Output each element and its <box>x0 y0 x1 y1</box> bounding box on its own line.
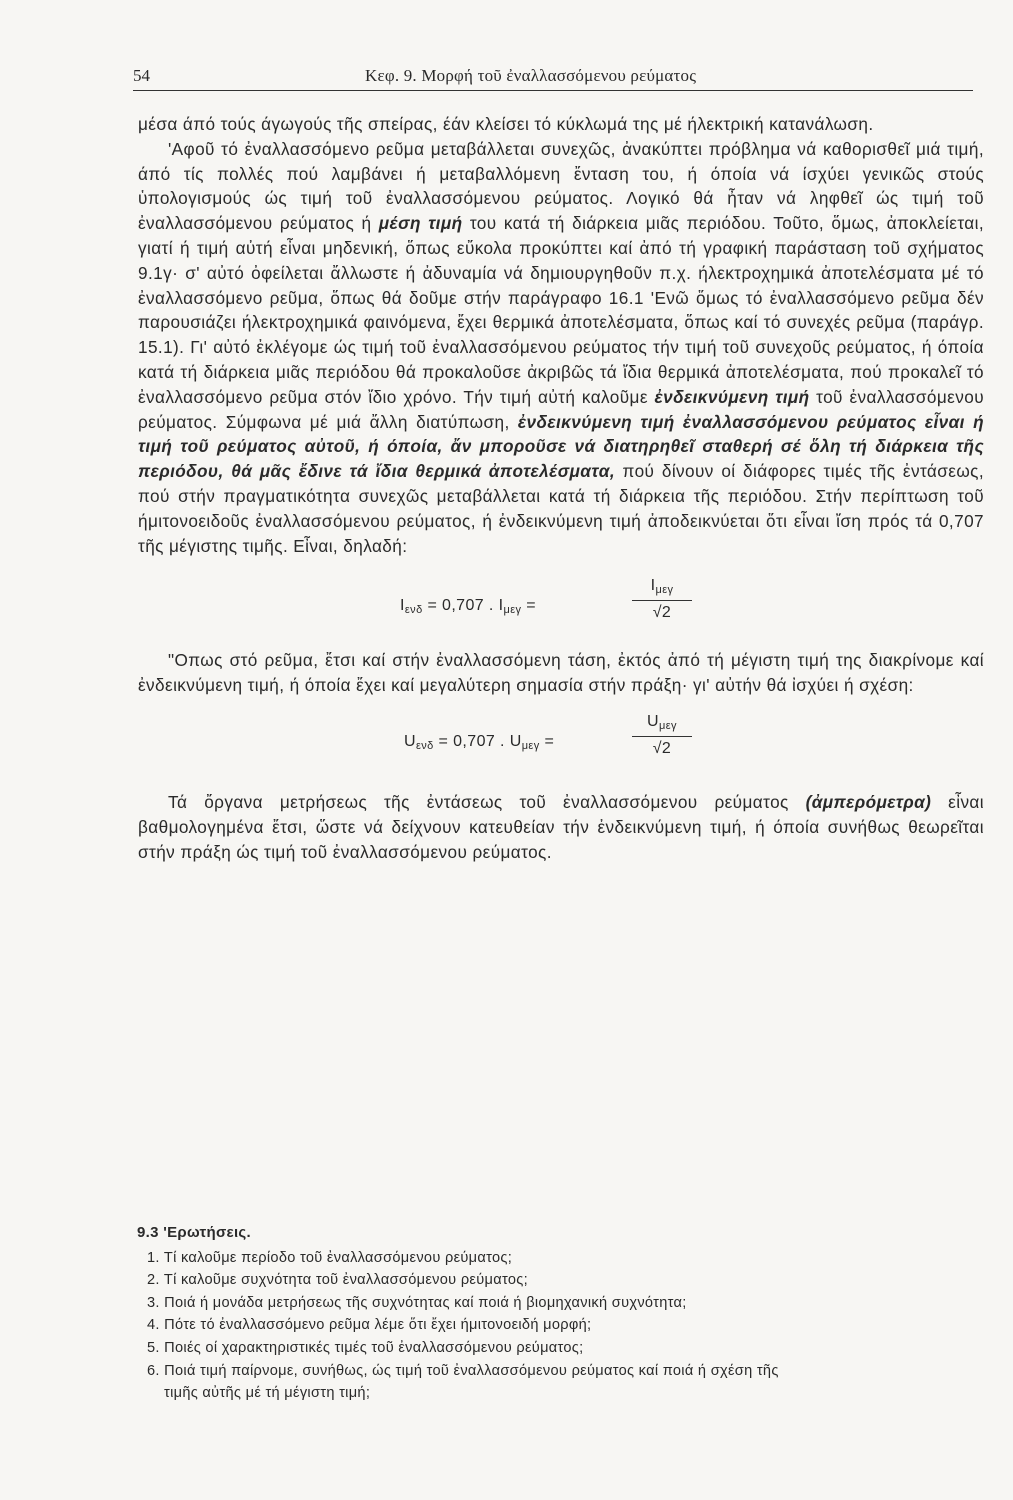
question-number: 3. <box>147 1294 160 1311</box>
question-item <box>137 1269 987 1292</box>
paragraph-3: "Οπως στό ρεῦμα, ἔτσι καί στήν ἐναλλασσόμενη τάση, ἐκτός ἀπό τή μέγιστη τιμή της διακρίνομε καί ἐνδεικνύμενη τιμή, ή όποία ἔχει καί μεγαλύτερη σημασία στήν πράξη· γι' αὐτήν θά ἰσχύει ή σχέση: <box>138 650 984 696</box>
formula-current-expression <box>400 594 536 623</box>
questions-section <box>137 1222 987 1405</box>
question-item <box>137 1314 987 1337</box>
subscript-end: ενδ <box>415 739 434 752</box>
paragraph-4-text: εἶναι βαθμολογημένα ἔτσι, ὥστε νά δείχνουν κατευθείαν τήν ἐνδεικνύμενη τιμή, ή όποία συνήθως θεωρεῖται στήν πράξη ώς τιμή τοῦ ἐναλλασσόμενου ρεύματος. <box>138 791 984 862</box>
paragraph-2-text: του κατά τή διάρκεια μιᾶς περιόδου. Τοῦτο, ὅμως, ἀποκλείεται, γιατί ή τιμή αὐτή εἶναι μηδενική, ὅπως εὔκολα προκύπτει καί ἀπό τή γραφική παράσταση τοῦ σχήματος 9.1γ· σ' αὐτό ὀφείλεται ἄλλωστε ή ἀδυναμία νά δημιουργηθοῦν π.χ. ήλεκτροχημικά ἀποτελέσματα μέ τό ἐναλλασσόμενο ρεῦμα, ὅπως θά δοῦμε στήν παράγραφο 16.1 'Ενῶ ὅμως τό ἐναλλασσόμενο ρεῦμα δέν παρουσιάζει ήλεκτροχημικά φαινόμενα, ἔχει θερμικά ἀποτελέσματα, ὅπως καί τό συνεχές ρεῦμα (παράγρ. 15.1). Γι' αὐτό ἐκλέγομε ώς τιμή τοῦ ἐναλλασσόμενου ρεύματος τήν τιμή τοῦ συνεχοῦς ρεύματος, ή όποία κατά τή διάρκεια μιᾶς περιόδου θά προκαλοῦσε ἀκριβῶς τά ἴδια θερμικά ἀποτελέσματα, πού προκαλεῖ τό ἐναλλασσόμενο ρεῦμα στόν ἴδιο χρόνο. Τήν τιμή αὐτή καλοῦμε <box>138 213 985 407</box>
question-number: 6. <box>147 1362 160 1379</box>
fraction-current <box>632 574 692 625</box>
fraction-voltage <box>632 710 692 761</box>
symbol-i: I <box>498 597 504 615</box>
question-text: Ποιά ή μονάδα μετρήσεως τῆς συχνότητας καί ποιά ή βιομηχανική συχνότητα; <box>164 1294 687 1311</box>
equals-sign: = <box>539 732 555 750</box>
formula-voltage-expression <box>404 730 554 759</box>
paragraph-2-text: 'Αφοῦ τό ἐναλλασσόμενο ρεῦμα μεταβάλλεται συνεχῶς, ἀνακύπτει πρόβλημα νά καθορισθεῖ μιά τιμή, άπό τίς πολλές πού λαμβάνει ή μεταβαλλόμενη ἔνταση του, ή όποία νά ίσχύει γενικῶς στούς ὑπολογισμούς ώς τιμή τοῦ ἐναλλασσόμενου ρεύματος. Λογικό θά ἦταν νά ληφθεῖ ώς τιμή τοῦ ἐναλλασσόμενου ρεύματος ή <box>138 138 984 234</box>
subscript-meg: μεγ <box>659 719 677 732</box>
question-item <box>137 1337 987 1360</box>
body-text <box>138 112 984 864</box>
formula-coefficient: = 0,707 . <box>422 597 499 615</box>
fraction-numerator <box>632 710 692 734</box>
paragraph-2-text: πού δίνουν οί διάφορες τιμές τῆς ἐντάσεως, πού στήν πραγματικότητα συνεχῶς μεταβάλλεται κατά τή διάρκεια τῆς περιόδου. Στήν περίπτωση τοῦ ήμιτονοειδοῦς ἐναλλασσόμενου ρεύματος, ή ἐνδεικνύμενη τιμή ἀποδεικνύεται ὅτι εἶναι ἴση πρός τά 0,707 τῆς μέγιστης τιμῆς. Εἶναι, δηλαδή: <box>138 461 984 556</box>
question-item <box>137 1292 987 1315</box>
question-continuation: τιμῆς αὐτῆς μέ τή μέγιστη τιμή; <box>164 1385 371 1402</box>
running-header <box>133 66 973 91</box>
question-text: Πότε τό ἐναλλασσόμενο ρεῦμα λέμε ὅτι ἔχει ήμιτονοειδή μορφή; <box>164 1317 592 1334</box>
question-item <box>137 1247 987 1270</box>
emphasis-ammeters: (ἀμπερόμετρα) <box>805 791 932 812</box>
question-number: 4. <box>147 1317 160 1334</box>
paragraph-4-text: Τά ὄργανα μετρήσεως τῆς ἐντάσεως τοῦ ἐναλλασσόμενου ρεύματος <box>168 791 806 812</box>
subscript-meg: μεγ <box>503 604 522 617</box>
question-item <box>137 1360 987 1383</box>
emphasis-mean-value: μέση τιμή <box>378 213 463 234</box>
fraction-denominator: √2 <box>652 604 672 622</box>
formula-voltage <box>138 710 984 774</box>
emphasis-rms-value: ἐνδεικνύμενη τιμή <box>654 386 810 407</box>
symbol-u: U <box>509 732 522 750</box>
subscript-meg: μεγ <box>655 584 674 597</box>
question-text: Τί καλοῦμε συχνότητα τοῦ ἐναλλασσόμενου ρεύματος; <box>163 1272 528 1289</box>
symbol-u: U <box>404 732 416 750</box>
question-text: Τί καλοῦμε περίοδο τοῦ ἐναλλασσόμενου ρεύματος; <box>163 1249 513 1266</box>
paragraph-4 <box>138 790 984 864</box>
fraction-numerator <box>632 574 692 598</box>
paragraph-2-text: τοῦ ἐναλλασσόμενου ρεύματος. Σύμφωνα μέ μιά ἄλλη διατύπωση, <box>138 386 984 432</box>
emphasis-definition: ἐνδεικνύμενη τιμή ἐναλλασσόμενου ρεύματος εἶναι ή τιμή τοῦ ρεύματος αὐτοῦ, ή όποία, ἄν μποροῦσε νά διατηρηθεῖ σταθερή σέ ὅλη τή διάρκεια τῆς περιόδου, θά μᾶς ἔδινε τά ἴδια θερμικά ἀποτελέσματα, <box>138 411 984 482</box>
formula-coefficient: = 0,707 . <box>433 732 510 750</box>
paragraph-2 <box>138 137 984 559</box>
subscript-meg: μεγ <box>521 739 540 752</box>
fraction-denominator: √2 <box>652 739 672 757</box>
question-text: Ποιά τιμή παίρνομε, συνήθως, ώς τιμή τοῦ ἐναλλασσόμενου ρεύματος καί ποιά ή σχέση τῆς <box>164 1362 779 1379</box>
page-number: 54 <box>133 66 150 85</box>
paragraph-1: μέσα άπό τούς άγωγούς τῆς σπείρας, έάν κλείσει τό κύκλωμά της μέ ήλεκτρική κατανάλωση. <box>138 114 874 134</box>
question-text: Ποιές οί χαρακτηριστικές τιμές τοῦ ἐναλλασσόμενου ρεύματος; <box>164 1339 584 1356</box>
chapter-title: Κεφ. 9. Μορφή τοῦ ἐναλλασσόμενου ρεύματος <box>365 66 697 85</box>
questions-heading: 9.3 'Ερωτήσεις. <box>137 1224 251 1241</box>
question-number: 1. <box>147 1249 160 1266</box>
equals-sign: = <box>521 597 537 615</box>
symbol-i: I <box>650 577 656 595</box>
question-number: 5. <box>147 1339 160 1356</box>
symbol-i: I <box>400 597 405 615</box>
question-number: 2. <box>147 1272 160 1289</box>
symbol-u: U <box>647 712 659 730</box>
subscript-end: ενδ <box>404 604 423 617</box>
formula-current <box>138 574 984 638</box>
